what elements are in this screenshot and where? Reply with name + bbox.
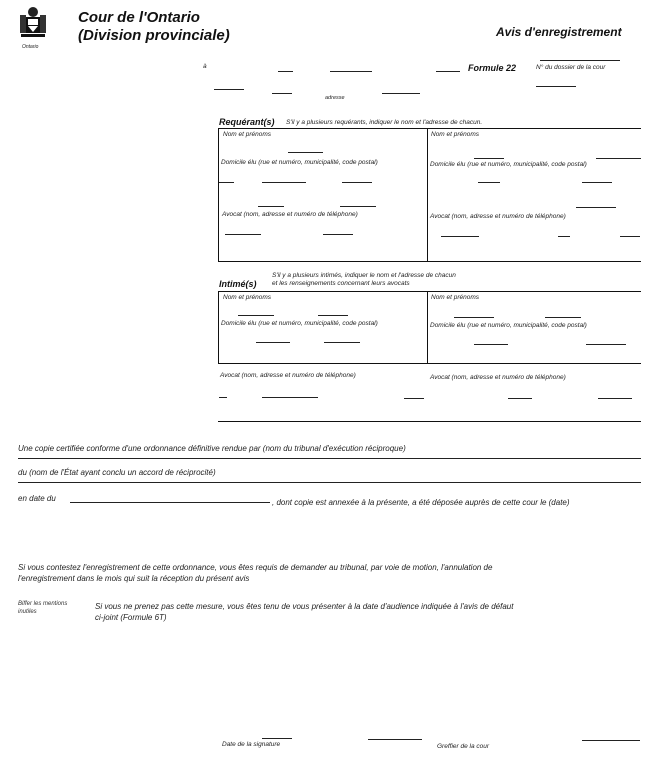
address-field-line-4[interactable] xyxy=(214,89,244,90)
respondent-left-address-line-2[interactable] xyxy=(324,342,360,343)
applicant-left-address-line-1[interactable] xyxy=(219,182,234,183)
order-date-line[interactable] xyxy=(70,502,270,503)
respondent-right-address-label: Domicile élu (rue et numéro, municipalité, code postal) xyxy=(430,322,587,329)
address-field-line-5[interactable] xyxy=(272,93,292,94)
address-field-line-3[interactable] xyxy=(436,71,460,72)
certified-copy-statement: Une copie certifiée conforme d'une ordonnance définitive rendue par (nom du tribunal d'exécution réciproque) xyxy=(18,444,406,453)
file-number-line-top[interactable] xyxy=(540,60,620,61)
applicant-left-lawyer-line-4[interactable] xyxy=(323,234,353,235)
respondent-left-lawyer-line-2[interactable] xyxy=(262,397,318,398)
address-field-line-1[interactable] xyxy=(278,71,293,72)
court-name-line1: Cour de l'Ontario xyxy=(78,9,200,26)
respondent-right-lawyer-line-1[interactable] xyxy=(508,398,532,399)
signature-date-label: Date de la signature xyxy=(222,741,281,748)
applicant-right-lawyer-line-4[interactable] xyxy=(620,236,640,237)
appearance-instruction-line2: ci-joint (Formule 6T) xyxy=(95,613,167,622)
respondent-left-lawyer-label: Avocat (nom, adresse et numéro de téléphone) xyxy=(220,372,356,379)
applicant-left-address-line-2[interactable] xyxy=(262,182,306,183)
form-title: Avis d'enregistrement xyxy=(496,25,622,39)
respondent-right-name-label: Nom et prénoms xyxy=(431,294,480,301)
clerk-signature-line-2[interactable] xyxy=(582,740,640,741)
applicants-left-border xyxy=(218,128,219,261)
court-name-line2: (Division provinciale) xyxy=(78,27,230,44)
applicant-left-lawyer-line-1[interactable] xyxy=(258,206,284,207)
respondents-top-border xyxy=(218,291,641,292)
respondent-right-lawyer-label: Avocat (nom, adresse et numéro de téléphone) xyxy=(430,374,566,381)
respondent-left-name-label: Nom et prénoms xyxy=(223,294,272,301)
respondents-middle-border xyxy=(218,363,641,364)
respondent-left-name-line[interactable] xyxy=(238,315,274,316)
state-name-line[interactable] xyxy=(18,482,641,483)
respondent-right-address-line-1[interactable] xyxy=(474,344,508,345)
file-number-line[interactable] xyxy=(536,86,576,87)
respondent-right-name-line-2[interactable] xyxy=(545,317,581,318)
formula-number: Formule 22 xyxy=(468,63,517,73)
respondents-note-line2: et les renseignements concernant leurs avocats xyxy=(272,280,410,287)
respondent-left-name-line-2[interactable] xyxy=(318,315,348,316)
respondent-left-lawyer-line-3[interactable] xyxy=(404,398,424,399)
respondent-left-lawyer-line-1[interactable] xyxy=(219,397,227,398)
applicants-title: Requérant(s) xyxy=(219,117,275,127)
applicant-left-address-label: Domicile élu (rue et numéro, municipalité, code postal) xyxy=(221,159,378,166)
respondent-right-address-line-2[interactable] xyxy=(586,344,626,345)
applicant-right-address-line-1[interactable] xyxy=(478,182,500,183)
appearance-instruction-line1: Si vous ne prenez pas cette mesure, vous êtes tenu de vous présenter à la date d'audience indiquée à l'avis de défaut xyxy=(95,602,514,611)
contest-instruction-line2: l'enregistrement dans le mois qui suit la réception du présent avis xyxy=(18,574,250,583)
signature-date-line[interactable] xyxy=(262,738,292,739)
applicants-note: S'il y a plusieurs requérants, indiquer le nom et l'adresse de chacun. xyxy=(286,119,483,126)
applicant-left-name-label: Nom et prénoms xyxy=(223,131,272,138)
applicants-top-border xyxy=(218,128,641,129)
applicants-center-divider xyxy=(427,128,428,261)
applicant-right-lawyer-line-3[interactable] xyxy=(558,236,570,237)
respondent-left-address-line-1[interactable] xyxy=(256,342,290,343)
address-field-line-2[interactable] xyxy=(330,71,372,72)
applicant-right-lawyer-line-2[interactable] xyxy=(441,236,479,237)
respondent-right-lawyer-line-2[interactable] xyxy=(598,398,632,399)
file-number-label: N° du dossier de la cour xyxy=(536,64,606,71)
respondents-note-line1: S'il y a plusieurs intimés, indiquer le nom et l'adresse de chacun xyxy=(272,272,456,279)
applicant-left-address-line-3[interactable] xyxy=(342,182,372,183)
applicant-right-name-line[interactable] xyxy=(474,158,504,159)
respondent-left-address-label: Domicile élu (rue et numéro, municipalité, code postal) xyxy=(221,320,378,327)
applicant-right-name-line-2[interactable] xyxy=(596,158,641,159)
applicant-right-lawyer-line-1[interactable] xyxy=(576,207,616,208)
applicant-right-address-label: Domicile élu (rue et numéro, municipalité, code postal) xyxy=(430,161,587,168)
applicant-left-lawyer-line-2[interactable] xyxy=(340,206,376,207)
respondents-bottom-border xyxy=(218,421,641,422)
clerk-label: Greffier de la cour xyxy=(437,743,490,750)
clerk-signature-line-1[interactable] xyxy=(368,739,422,740)
applicant-left-lawyer-line-3[interactable] xyxy=(225,234,261,235)
applicant-left-lawyer-label: Avocat (nom, adresse et numéro de téléphone) xyxy=(222,211,358,218)
filing-date-statement: , dont copie est annexée à la présente, a été déposée auprès de cette cour le (date) xyxy=(272,498,570,507)
address-field-line-6[interactable] xyxy=(382,93,420,94)
tribunal-name-line[interactable] xyxy=(18,458,641,459)
reciprocating-state-label: du (nom de l'État ayant conclu un accord de réciprocité) xyxy=(18,468,216,477)
respondents-title: Intimé(s) xyxy=(219,279,257,289)
applicant-right-address-line-2[interactable] xyxy=(582,182,612,183)
crest-caption: Ontario xyxy=(22,44,39,50)
respondents-left-border xyxy=(218,291,219,363)
contest-instruction-line1: Si vous contestez l'enregistrement de cette ordonnance, vous êtes requis de demander au tribunal, par voie de motion, l'annulation de xyxy=(18,563,493,572)
respondent-right-name-line[interactable] xyxy=(454,317,494,318)
ontario-coat-of-arms-icon xyxy=(18,5,48,43)
at-label: à xyxy=(203,63,207,70)
applicants-bottom-border xyxy=(218,261,641,262)
address-label: adresse xyxy=(325,95,345,101)
order-date-label: en date du xyxy=(18,494,56,503)
applicant-left-name-line[interactable] xyxy=(288,152,323,153)
strike-out-note: Biffer les mentions inutiles xyxy=(18,601,68,615)
applicant-right-name-label: Nom et prénoms xyxy=(431,131,480,138)
respondents-center-divider xyxy=(427,291,428,363)
applicant-right-lawyer-label: Avocat (nom, adresse et numéro de téléphone) xyxy=(430,213,566,220)
